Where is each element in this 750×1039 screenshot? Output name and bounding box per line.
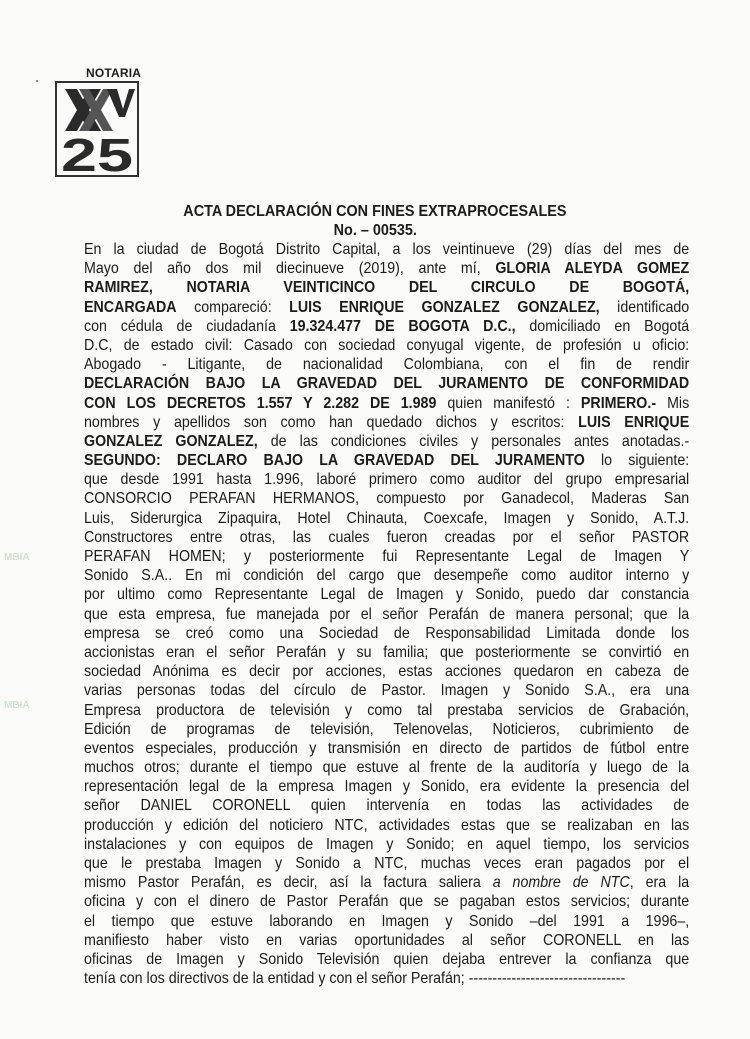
bold-text-segment: GLORIA ALEYDA GOMEZ bbox=[495, 260, 690, 278]
text-line bbox=[84, 605, 689, 624]
text-line bbox=[84, 374, 689, 393]
bleed-through-mark: MBIA bbox=[4, 552, 30, 563]
text-segment: domiciliado en Bogotá bbox=[515, 317, 690, 335]
bold-text-segment: GONZALEZ GONZALEZ, bbox=[84, 432, 258, 450]
text-line bbox=[84, 931, 689, 950]
text-segment: lo siguiente: bbox=[584, 452, 690, 470]
text-segment: PERAFAN HOMEN; y posteriormente fui Representante Legal de Imagen Y bbox=[84, 548, 690, 565]
text-segment: CONSORCIO PERAFAN HERMANOS, compuesto por Ganadecol, Maderas San bbox=[84, 490, 690, 508]
bold-text-segment: PRIMERO.- bbox=[580, 394, 657, 412]
text-segment: Luis, Siderurgica Zipaquira, Hotel Chinauta, Coexcafe, Imagen y Sonido, A.T.J. bbox=[84, 509, 690, 527]
text-line bbox=[84, 796, 689, 815]
text-line bbox=[84, 298, 689, 317]
bold-text-segment: LUIS ENRIQUE bbox=[578, 413, 690, 431]
text-line bbox=[84, 432, 689, 451]
text-line bbox=[84, 489, 689, 508]
text-segment: varias personas todas del círculo de Pastor. Imagen y Sonido S.A., era una bbox=[84, 682, 690, 700]
text-line bbox=[84, 585, 689, 604]
text-segment: que desde 1991 hasta 1.996, laboré primero como auditor del grupo empresarial bbox=[84, 471, 690, 489]
text-line bbox=[84, 777, 689, 796]
text-line bbox=[84, 912, 689, 931]
text-segment: compareció: bbox=[176, 298, 290, 316]
text-line bbox=[84, 259, 689, 278]
text-segment: a nombre de NTC bbox=[492, 874, 630, 892]
text-line bbox=[84, 950, 689, 969]
bold-text-segment: CON LOS DECRETOS 1.557 Y 2.282 DE 1.989 bbox=[84, 394, 437, 412]
text-line bbox=[84, 509, 689, 528]
text-segment: tenía con los directivos de la entidad y con el señor Perafán; --------------------------------- bbox=[84, 970, 626, 988]
text-line bbox=[84, 873, 689, 892]
text-segment: quien manifestó : bbox=[436, 394, 581, 412]
text-line bbox=[84, 835, 689, 854]
text-line bbox=[84, 624, 689, 643]
text-segment: oficinas de Imagen y Sonido Televisión quien dejaba entrever la confianza que bbox=[84, 950, 690, 968]
text-line bbox=[84, 643, 689, 662]
document-title-text: ACTA DECLARACIÓN CON FINES EXTRAPROCESALES bbox=[183, 203, 567, 220]
document-number bbox=[0, 222, 750, 240]
text-segment: que le prestaba Imagen y Sonido a NTC, muchas veces eran pagados por el bbox=[84, 855, 690, 872]
text-line bbox=[84, 451, 689, 470]
bold-text-segment: SEGUNDO: DECLARO BAJO LA GRAVEDAD DEL JURAMENTO bbox=[84, 452, 585, 470]
text-segment: empresa se creó como una Sociedad de Responsabilidad Limitada donde los bbox=[84, 624, 690, 642]
text-segment: identificado bbox=[599, 298, 690, 316]
text-line bbox=[84, 317, 689, 336]
text-segment: Mis bbox=[656, 394, 690, 412]
text-line bbox=[84, 816, 689, 835]
text-line bbox=[84, 240, 689, 259]
text-segment: mismo Pastor Perafán, es decir, así la factura saliera bbox=[84, 874, 493, 892]
text-segment: En la ciudad de Bogotá Distrito Capital, a los veintinueve (29) días del mes de bbox=[84, 241, 690, 258]
text-segment: el tiempo que estuve laborando en Imagen y Sonido –del 1991 a 1996–, bbox=[84, 912, 690, 930]
text-line bbox=[84, 566, 689, 585]
text-line bbox=[84, 355, 689, 374]
text-line bbox=[84, 278, 689, 297]
text-segment: Mayo del año dos mil diecinueve (2019), ante mí, bbox=[84, 260, 496, 278]
bold-text-segment: LUIS ENRIQUE GONZALEZ GONZALEZ, bbox=[289, 298, 600, 316]
text-segment: representación legal de la empresa Imagen y Sonido, era evidente la presencia del bbox=[84, 778, 690, 796]
document-title bbox=[0, 203, 750, 221]
text-segment: nombres y apellidos son como han quedado dichos y escritos: bbox=[84, 413, 579, 431]
document-number-text: No. – 00535. bbox=[333, 222, 417, 239]
notary-logo bbox=[55, 81, 139, 177]
text-segment: Sonido S.A.. En mi condición del cargo que desempeñe como auditor interno y bbox=[84, 567, 690, 585]
notary-logo-label: NOTARIA bbox=[86, 66, 142, 80]
text-segment: Empresa productora de televisión y como tal prestaba servicios de Grabación, bbox=[84, 701, 690, 719]
bold-text-segment: DECLARACIÓN BAJO LA GRAVEDAD DEL JURAMENTO DE CONFORMIDAD bbox=[84, 375, 690, 393]
text-line bbox=[84, 701, 689, 720]
text-line bbox=[84, 470, 689, 489]
text-segment: manifiesto haber visto en varias oportunidades al señor CORONELL en las bbox=[84, 931, 690, 949]
text-line bbox=[84, 336, 689, 355]
text-line bbox=[84, 681, 689, 700]
text-line bbox=[84, 528, 689, 547]
text-segment: que esta empresa, fue manejada por el señor Perafán de manera personal; que la bbox=[84, 605, 690, 623]
text-line bbox=[84, 547, 689, 566]
text-segment: Abogado - Litigante, de nacionalidad Colombiana, con el fin de rendir bbox=[84, 356, 690, 374]
text-segment: señor DANIEL CORONELL quien intervenía en todas las actividades de bbox=[84, 797, 690, 815]
text-segment: D.C, de estado civil: Casado con sociedad conyugal vigente, de profesión u oficio: bbox=[84, 336, 690, 354]
text-segment: , era la bbox=[629, 874, 690, 892]
text-segment: instalaciones y con equipos de Imagen y Sonido; en aquel tiempo, los servicios bbox=[84, 835, 690, 853]
text-segment: Constructores entre otras, las cuales fueron creadas por el señor PASTOR bbox=[84, 528, 690, 546]
text-segment: oficina y con el dinero de Pastor Perafán que se pagaban estos servicios; durante bbox=[84, 893, 690, 911]
text-segment: sociedad Anónima es decir por acciones, estas acciones quedaron en cabeza de bbox=[84, 663, 690, 681]
text-segment: muchos otros; durante el tiempo que estuve al frente de la auditoría y luego de la bbox=[84, 759, 690, 777]
text-line bbox=[84, 854, 689, 873]
text-line bbox=[84, 739, 689, 758]
text-line bbox=[84, 662, 689, 681]
text-line bbox=[84, 892, 689, 911]
text-segment: accionistas eran el señor Perafán y su familia; que posteriormente se convirtió en bbox=[84, 643, 690, 661]
text-line bbox=[84, 758, 689, 777]
text-segment: Edición de programas de televisión, Telenovelas, Noticieros, cubrimiento de bbox=[84, 720, 690, 738]
text-segment: producción y edición del noticiero NTC, actividades estas que se realizaban en las bbox=[84, 816, 690, 834]
text-line bbox=[84, 413, 689, 432]
text-line bbox=[84, 720, 689, 739]
bold-text-segment: 19.324.477 DE BOGOTA D.C., bbox=[289, 317, 516, 335]
text-segment: con cédula de ciudadanía bbox=[84, 317, 290, 335]
bold-text-segment: ENCARGADA bbox=[84, 298, 177, 316]
text-line bbox=[84, 394, 689, 413]
bold-text-segment: RAMIREZ, NOTARIA VEINTICINCO DEL CIRCULO DE BOGOTÁ, bbox=[84, 279, 690, 297]
text-segment: por ultimo como Representante Legal de Imagen y Sonido, puedo dar constancia bbox=[84, 586, 690, 604]
text-segment: de las condiciones civiles y personales antes anotadas.- bbox=[257, 432, 690, 450]
bleed-through-mark: MBIA bbox=[4, 700, 30, 711]
declaration-body bbox=[84, 240, 689, 988]
text-line bbox=[84, 969, 689, 988]
svg-text:25: 25 bbox=[61, 129, 133, 175]
text-segment: eventos especiales, producción y transmisión en directo de partidos de fútbol entre bbox=[84, 739, 690, 757]
scan-speck bbox=[36, 80, 38, 82]
